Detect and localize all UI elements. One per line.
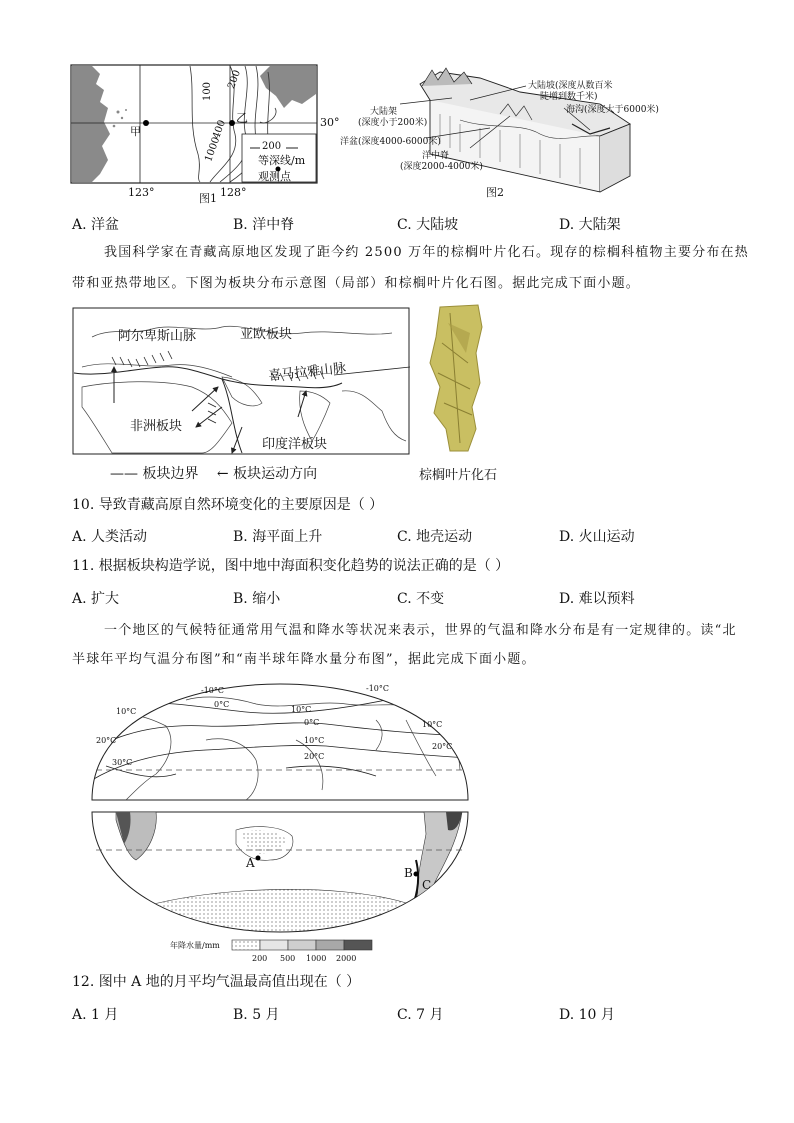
label-indian-ocean-plate: 印度洋板块 <box>262 437 328 452</box>
lon-123: 123° <box>128 186 155 199</box>
observation-point-yi <box>229 120 235 126</box>
q10-option-d[interactable]: D. 火山运动 <box>559 529 635 545</box>
lat-30: 30° <box>320 116 340 129</box>
plate-map-figure <box>72 307 412 487</box>
point-b-marker <box>414 872 419 877</box>
figure-2-caption: 图2 <box>486 186 504 199</box>
q10-stem: 10. 导致青藏高原自然环境变化的主要原因是（ ） <box>72 497 384 513</box>
label-african-plate: 非洲板块 <box>130 419 183 434</box>
legend-plate-boundary: —— 板块边界 <box>110 466 199 482</box>
label-yi: 乙 <box>236 111 249 125</box>
isotherm-m10-a: -10°C <box>201 686 225 695</box>
q11-option-d[interactable]: D. 难以预料 <box>559 591 635 607</box>
label-ridge-depth: (深度2000-4000米) <box>400 162 483 172</box>
isotherm-m10-b: -10°C <box>366 684 390 693</box>
world-map-svg <box>86 680 474 970</box>
isotherm-30: 30°C <box>112 758 133 767</box>
isotherm-20-a: 20°C <box>96 736 117 745</box>
world-climate-map <box>86 680 474 970</box>
q9-option-c[interactable]: C. 大陆坡 <box>397 217 459 233</box>
arrow-left-icon: ← <box>216 466 229 482</box>
passage-2-line-1: 一个地区的气候特征通常用气温和降水等状况来表示，世界的气温和降水分布是有一定规律的。读“北 <box>104 623 737 638</box>
legend-plate-motion: 板块运动方向 <box>233 466 318 482</box>
plate-legend <box>110 463 317 483</box>
label-trench: 海沟(深度大于6000米) <box>566 105 659 115</box>
point-a-marker <box>256 856 261 861</box>
legend-200: 200 <box>262 141 282 152</box>
legend-point-label: 观测点 <box>258 170 291 183</box>
isotherm-0-b: 0°C <box>304 718 320 727</box>
isotherm-20-c: 20°C <box>432 742 453 751</box>
contour-400: 400 <box>211 118 228 141</box>
label-continental-slope: 大陆坡(深度从数百米 <box>528 81 613 91</box>
q12-option-c[interactable]: C. 7 月 <box>397 1007 444 1023</box>
contour-100: 100 <box>202 81 214 102</box>
label-ridge: 洋中脊 <box>422 151 450 161</box>
q12-stem: 12. 图中 A 地的月平均气温最高值出现在（ ） <box>72 974 361 990</box>
precip-legend-1000: 1000 <box>306 954 327 963</box>
point-c-label: C <box>422 878 432 892</box>
isotherm-10-a: 10°C <box>116 707 137 716</box>
precip-legend-200: 200 <box>252 954 268 963</box>
label-jia: 甲 <box>130 125 141 138</box>
label-continental-shelf: 大陆架 <box>370 107 398 117</box>
figure-1 <box>70 64 340 205</box>
passage-1-line-1: 我国科学家在青藏高原地区发现了距今约 2500 万年的棕榈叶片化石。现存的棕榈科植物主要分布在热 <box>104 245 749 260</box>
q10-option-c[interactable]: C. 地壳运动 <box>397 529 473 545</box>
q9-option-a[interactable]: A. 洋盆 <box>72 217 120 233</box>
contour-200: 200 <box>226 68 243 91</box>
label-eurasian-plate: 亚欧板块 <box>240 327 293 342</box>
point-a-label: A <box>246 856 255 870</box>
figure-1-caption: 图1 <box>199 192 217 205</box>
q11-stem: 11. 根据板块构造学说，图中地中海面积变化趋势的说法正确的是（ ） <box>72 558 510 574</box>
q9-option-d[interactable]: D. 大陆架 <box>559 217 621 233</box>
isotherm-10-c: 10°C <box>304 736 325 745</box>
label-alps: 阿尔卑斯山脉 <box>118 329 197 344</box>
passage-1-line-2: 带和亚热带地区。下图为板块分布示意图（局部）和棕榈叶片化石图。据此完成下面小题。 <box>72 276 641 291</box>
q9-option-b[interactable]: B. 洋中脊 <box>233 217 295 233</box>
passage-2-line-2: 半球年平均气温分布图”和“南半球年降水量分布图”，据此完成下面小题。 <box>72 652 536 667</box>
point-b-label: B <box>404 866 413 880</box>
precip-legend-title: 年降水量/mm <box>170 941 220 950</box>
figure-2 <box>340 64 660 204</box>
label-himalaya: 喜马拉雅山脉 <box>267 360 347 385</box>
label-shelf-depth: (深度小于200米) <box>358 118 428 128</box>
precip-legend-500: 500 <box>280 954 296 963</box>
q11-option-a[interactable]: A. 扩大 <box>72 591 120 607</box>
q11-option-c[interactable]: C. 不变 <box>397 591 445 607</box>
label-slope-depth: 陡增到数千米) <box>540 92 598 102</box>
observation-point-jia <box>143 120 149 126</box>
legend-contour-label: 等深线/m <box>258 154 306 167</box>
q12-option-a[interactable]: A. 1 月 <box>72 1007 119 1023</box>
q10-option-a[interactable]: A. 人类活动 <box>72 529 148 545</box>
palm-fossil-image <box>420 303 490 453</box>
q11-option-b[interactable]: B. 缩小 <box>233 591 281 607</box>
isotherm-20-b: 20°C <box>304 752 325 761</box>
isotherm-10-b: 10°C <box>291 705 312 714</box>
q12-option-b[interactable]: B. 5 月 <box>233 1007 280 1023</box>
q10-option-b[interactable]: B. 海平面上升 <box>233 529 323 545</box>
isotherm-10-d: 10°C <box>422 720 443 729</box>
lon-128: 128° <box>220 186 247 199</box>
contour-1000: 1000 <box>203 135 223 164</box>
fossil-caption: 棕榈叶片化石 <box>419 468 498 483</box>
precip-legend-2000: 2000 <box>336 954 357 963</box>
q12-option-d[interactable]: D. 10 月 <box>559 1007 615 1023</box>
isotherm-0-a: 0°C <box>214 700 230 709</box>
label-ocean-basin: 洋盆(深度4000-6000米) <box>340 137 441 147</box>
